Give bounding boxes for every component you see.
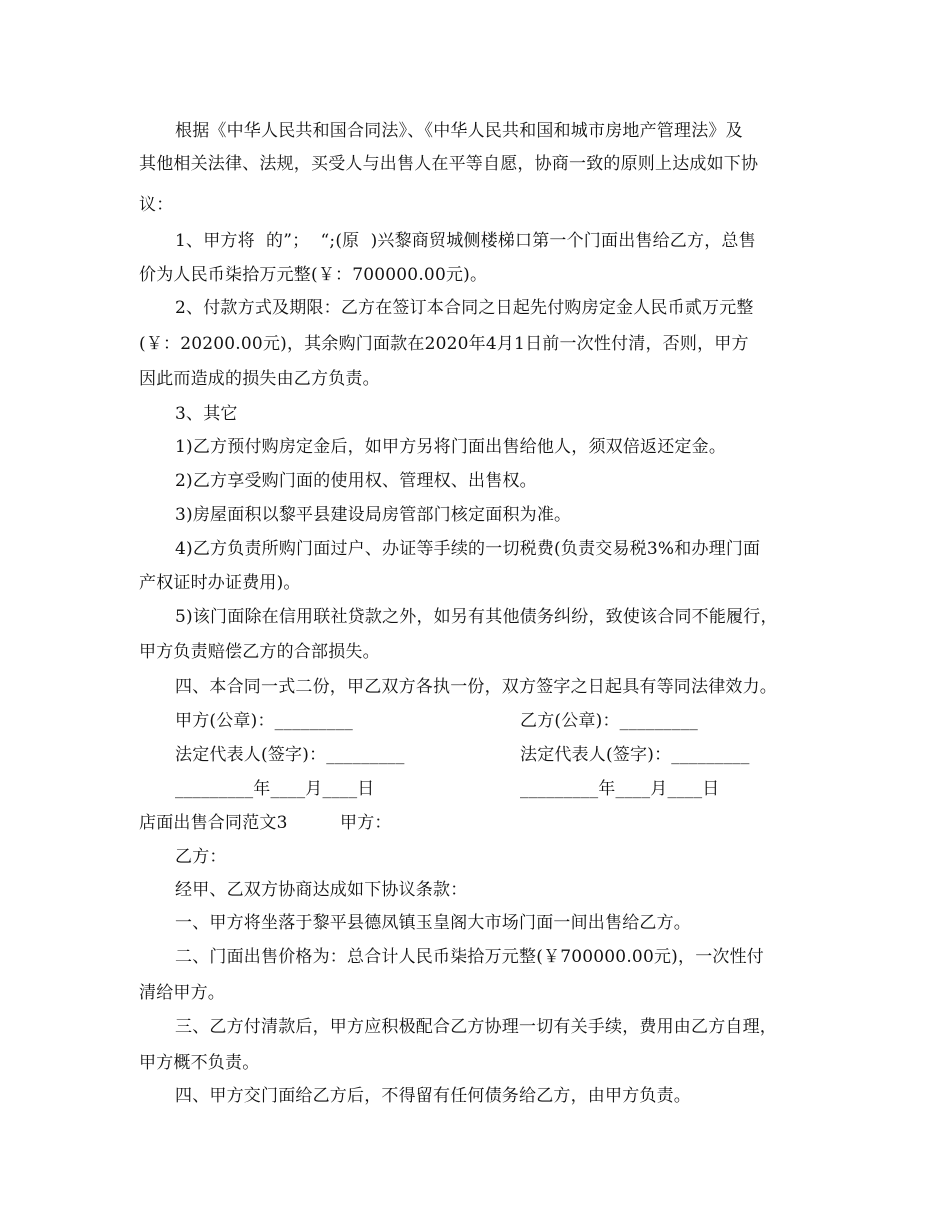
clause-2-line-3: 因此而造成的损失由乙方负责。: [139, 369, 380, 389]
contract-3-clause-2-line-2: 清给甲方。: [139, 983, 225, 1003]
contract-3-title: 店面出售合同范文3: [139, 813, 288, 833]
signature-party-b-date: _________年____月____日: [520, 779, 720, 799]
contract-3-clause-2-line-1: 二、门面出售价格为：总合计人民币柒拾万元整(￥700000.00元)，一次性付: [175, 947, 764, 967]
clause-3-item-4-line-1: 4)乙方负责所购门面过户、办证等手续的一切税费(负责交易税3%和办理门面: [175, 539, 761, 559]
signature-party-b-seal: 乙方(公章)：_________: [520, 711, 698, 731]
contract-3-clause-3-line-1: 三、乙方付清款后，甲方应积极配合乙方协理一切有关手续，费用由乙方自理，: [175, 1017, 777, 1037]
clause-4: 四、本合同一式二份，甲乙双方各执一份，双方签字之日起具有等同法律效力。: [175, 677, 777, 697]
contract-3-party-b: 乙方：: [175, 847, 227, 867]
paragraph-intro-line-1: 根据《中华人民共和国合同法》、《中华人民共和国和城市房地产管理法》及: [175, 121, 743, 141]
clause-2-line-2: (￥：20200.00元)，其余购门面款在2020年4月1日前一次性付清，否则，甲方: [139, 334, 749, 354]
clause-3-heading: 3、其它: [175, 404, 238, 424]
clause-3-item-4-line-2: 产权证时办证费用)。: [139, 573, 301, 593]
paragraph-intro-line-3: 议：: [139, 195, 174, 215]
signature-party-a-seal: 甲方(公章)：_________: [175, 711, 353, 731]
clause-3-item-3: 3)房屋面积以黎平县建设局房管部门核定面积为准。: [175, 505, 572, 525]
signature-party-a-representative: 法定代表人(签字)：_________: [175, 745, 405, 765]
contract-3-party-a: 甲方：: [340, 813, 392, 833]
contract-3-clause-3-line-2: 甲方概不负责。: [139, 1053, 260, 1073]
clause-1-line-2: 价为人民币柒拾万元整(￥：700000.00元)。: [139, 265, 488, 285]
clause-3-item-2: 2)乙方享受购门面的使用权、管理权、出售权。: [175, 471, 537, 491]
signature-party-a-date: _________年____月____日: [175, 779, 375, 799]
clause-3-item-5-line-1: 5)该门面除在信用联社贷款之外，如另有其他债务纠纷，致使该合同不能履行，: [175, 607, 778, 627]
signature-party-b-representative: 法定代表人(签字)：_________: [520, 745, 750, 765]
contract-3-clause-4: 四、甲方交门面给乙方后，不得留有任何债务给乙方，由甲方负责。: [175, 1086, 691, 1106]
contract-3-clause-1: 一、甲方将坐落于黎平县德凤镇玉皇阁大市场门面一间出售给乙方。: [175, 913, 691, 933]
contract-3-intro: 经甲、乙双方协商达成如下协议条款：: [175, 880, 468, 900]
paragraph-intro-line-2: 其他相关法律、法规，买受人与出售人在平等自愿，协商一致的原则上达成如下协: [139, 154, 759, 174]
clause-1-line-1: 1、甲方将 的”； “;(原 )兴黎商贸城侧楼梯口第一个门面出售给乙方，总售: [175, 231, 756, 251]
clause-2-line-1: 2、付款方式及期限：乙方在签订本合同之日起先付购房定金人民币贰万元整: [175, 298, 754, 318]
clause-3-item-5-line-2: 甲方负责赔偿乙方的合部损失。: [139, 642, 380, 662]
clause-3-item-1: 1)乙方预付购房定金后，如甲方另将门面出售给他人，须双倍返还定金。: [175, 437, 727, 457]
